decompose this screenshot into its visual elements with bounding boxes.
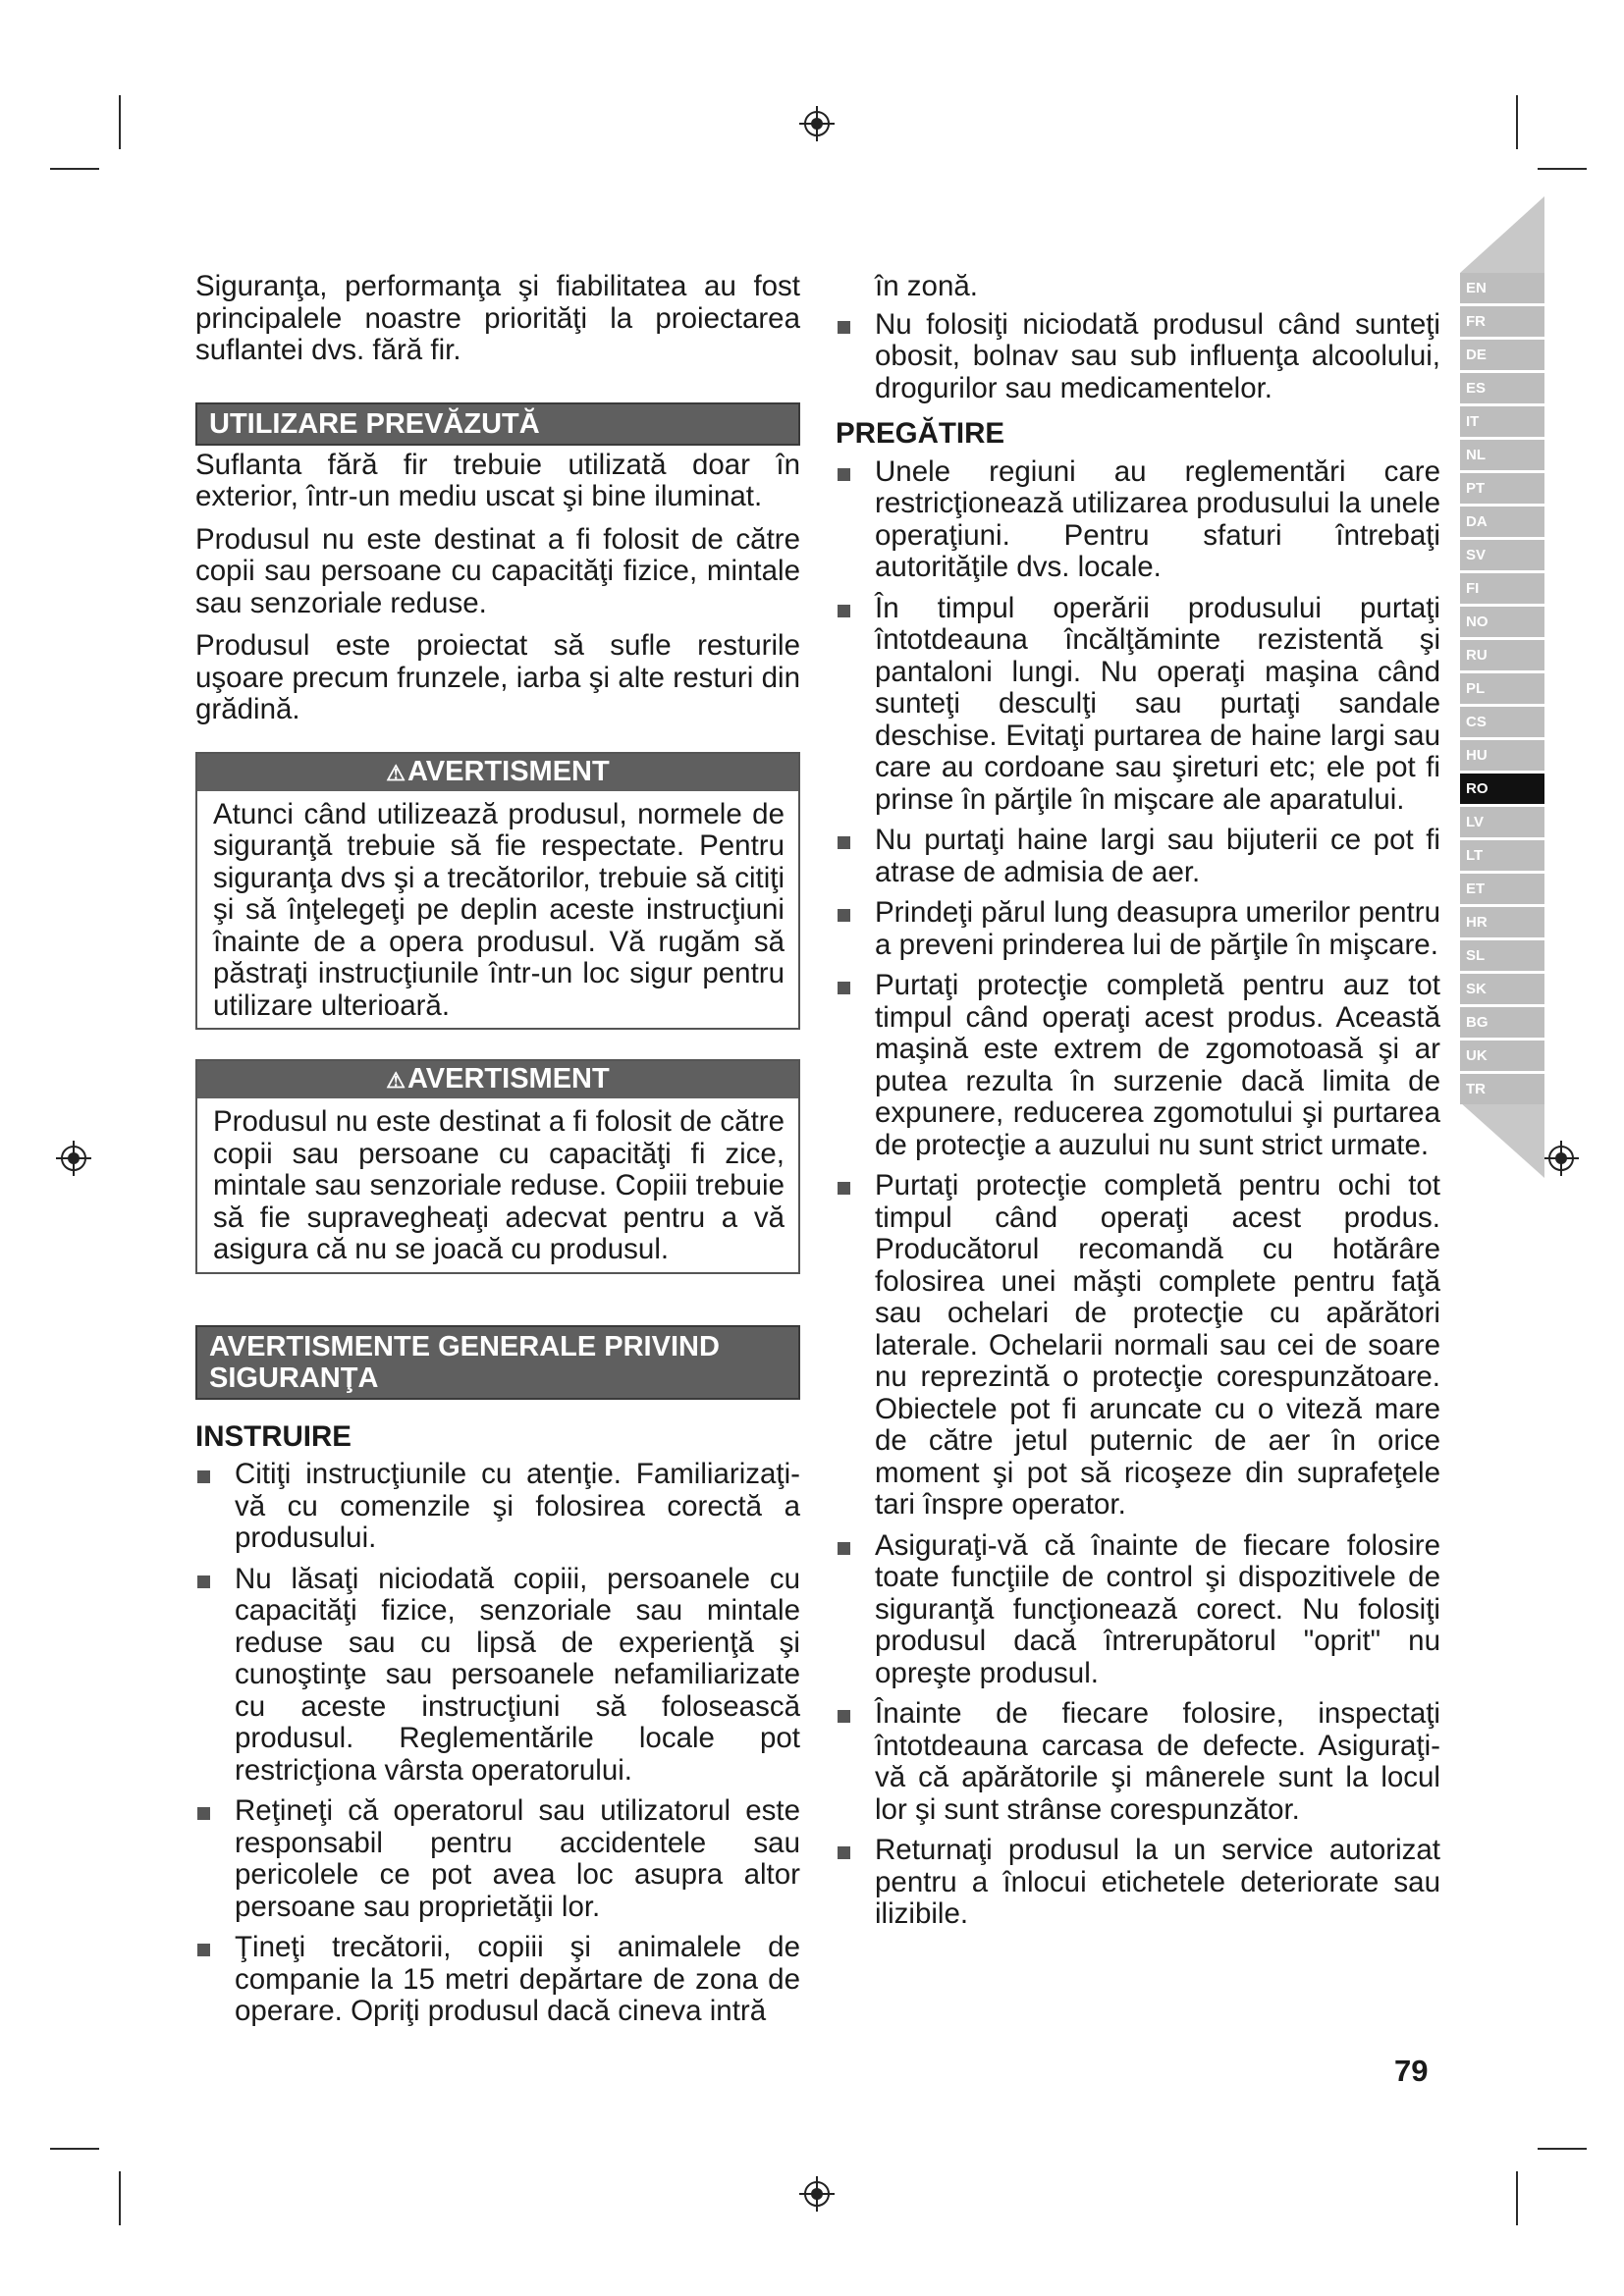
bullet-icon [838,836,850,849]
warning-box-2 [195,1059,800,1274]
page-number: 79 [1394,2054,1429,2088]
bullet-icon [838,1710,850,1723]
list-item: Înainte de fiecare folosire, inspectaţi întotdeauna carcasa de defecte. Asiguraţi-vă că apărătorile şi mânerele sunt la locul lor şi sunt strânse corespunzător. [836,1698,1440,1826]
intended-use-p1: Suflanta fără fir trebuie utilizată doar în exterior, într-un mediu uscat şi bine iluminat. [195,448,800,512]
language-tab-sk[interactable]: SK [1460,974,1544,1004]
warning-box-2-text: Produsul nu este destinat a fi folosit de către copii sau persoane cu capacităţi fi zice, mintale sau senzoriale reduse. Copiii trebuie să fie supravegheaţi adecvat pentru a vă asigura că nu se joacă cu produsul. [213,1105,785,1265]
list-item: Nu lăsaţi niciodată copiii, persoanele cu capacităţi fizice, senzoriale sau mintale reduse sau cu lipsă de experienţă şi cunoştinţe sau persoanele nefamiliarizate cu aceste instrucţiuni să folosească produsul. Reglementările locale pot restricţiona vârsta operatorului. [195,1564,800,1788]
registration-mark-right-icon [1542,1139,1581,1178]
crop-mark-br-horizontal [1538,2148,1587,2150]
language-tab-fi[interactable]: FI [1460,573,1544,604]
language-tab-et[interactable]: ET [1460,874,1544,904]
list-item: Asiguraţi-vă că înainte de fiecare folosire toate funcţiile de control şi dispozitivele de siguranţă funcţionează corect. Nu folosiţi produsul dacă întrerupătorul "oprit" nu opreşte produsul. [836,1530,1440,1690]
language-tab-de[interactable]: DE [1460,340,1544,370]
language-tab-pt[interactable]: PT [1460,473,1544,504]
general-warnings-header: AVERTISMENTE GENERALE PRIVIND SIGURANŢA [195,1325,800,1400]
list-item: În timpul operării produsului purtaţi întotdeauna încălţăminte rezistentă şi pantaloni lungi. Nu operaţi maşina când sunteţi desculţi sau purtaţi sandale deschise. Evitaţi purtarea de haine largi sau care au cordoane sau şireturi etc; ele pot fi prinse în părţile în mişcare ale aparatului. [836,593,1440,817]
crop-mark-tl-vertical [119,95,121,149]
language-tab-lv[interactable]: LV [1460,807,1544,837]
list-item: Nu folosiţi niciodată produsul când sunteţi obosit, bolnav sau sub influenţa alcoolului, drogurilor sau medicamentelor. [836,309,1440,405]
crop-mark-bl-horizontal [50,2148,99,2150]
language-tab-es[interactable]: ES [1460,373,1544,403]
bullet-icon [838,1542,850,1555]
warning-box-1-text: Atunci când utilizează produsul, normele de siguranţă trebuie să fie respectate. Pentru siguranţa dvs şi a trecătorilor, trebuie să citiţi şi să înţelegeţi pe deplin aceste instrucţiuni înainte de a opera produsul. Vă rugăm să păstraţi instrucţiunile într-un loc sigur pentru utilizare ulterioară. [213,797,785,1022]
intended-use-p2: Produsul nu este destinat a fi folosit de către copii sau persoane cu capacităţi fizice, mintale sau senzoriale reduse. [195,522,800,619]
warning-box-1-title: AVERTISMENT [407,755,610,787]
language-tab-sl[interactable]: SL [1460,940,1544,971]
registration-mark-bottom-icon [797,2174,837,2214]
preparation-subheading: PREGĂTIRE [836,417,1005,450]
registration-mark-left-icon [54,1139,93,1178]
language-tab-en[interactable]: EN [1460,273,1544,303]
language-tab-tr[interactable]: TR [1460,1074,1544,1104]
crop-mark-tr-vertical [1516,95,1518,149]
training-continuation: în zonă. [875,270,978,302]
bullet-icon [197,1807,210,1820]
crop-mark-bl-vertical [119,2171,121,2225]
language-tab-ru[interactable]: RU [1460,640,1544,670]
bullet-icon [838,321,850,334]
training-list [195,1459,800,2028]
language-tab-fr[interactable]: FR [1460,306,1544,337]
language-tab-sv[interactable]: SV [1460,540,1544,570]
language-tab-hr[interactable]: HR [1460,907,1544,937]
intended-use-header: UTILIZARE PREVĂZUTĂ [195,402,800,446]
list-item: Purtaţi protecţie completă pentru auz tot timpul când operaţi acest produs. Această maşină este extrem de zgomotoasă şi ar putea rezulta în surzenie dacă limita de expunere, reducerea zgomotului şi purtarea de protecţie a auzului nu sunt strict urmate. [836,970,1440,1161]
language-tab-cs[interactable]: CS [1460,707,1544,737]
language-tab-ro[interactable]: RO [1460,774,1544,804]
language-tab-lt[interactable]: LT [1460,840,1544,871]
language-tab-hu[interactable]: HU [1460,740,1544,771]
training-list-continued [836,309,1440,405]
language-tab-nl[interactable]: NL [1460,440,1544,470]
warning-box-2-header [197,1061,798,1098]
bullet-icon [838,1182,850,1195]
right-column [836,271,1440,1940]
language-tab-no[interactable]: NO [1460,607,1544,637]
warning-box-1 [195,752,800,1031]
list-item: Nu purtaţi haine largi sau bijuterii ce pot fi atrase de admisia de aer. [836,825,1440,888]
preparation-list [836,456,1440,1931]
bullet-icon [197,1470,210,1483]
crop-mark-tl-horizontal [50,168,99,170]
warning-triangle-icon: ⚠ [386,1068,406,1093]
bullet-icon [838,468,850,481]
list-item: Prindeţi părul lung deasupra umerilor pentru a preveni prinderea lui de părţile în mişcare. [836,897,1440,961]
language-tab-it[interactable]: IT [1460,406,1544,437]
language-tab-pl[interactable]: PL [1460,673,1544,704]
warning-box-2-title: AVERTISMENT [407,1063,610,1095]
bullet-icon [838,982,850,994]
warning-triangle-icon: ⚠ [386,760,406,785]
intended-use-p3: Produsul este proiectat să sufle resturile uşoare precum frunzele, iarba şi alte resturi din grădină. [195,629,800,725]
bullet-icon [838,1846,850,1859]
bullet-icon [197,1944,210,1956]
list-item: Reţineţi că operatorul sau utilizatorul este responsabil pentru accidentele sau pericolele ce pot avea loc asupra altor persoane sau proprietăţii lor. [195,1795,800,1923]
warning-box-1-header [197,754,798,791]
crop-mark-br-vertical [1516,2171,1518,2225]
language-tabs [1460,273,1544,1107]
crop-mark-tr-horizontal [1538,168,1587,170]
language-tab-da[interactable]: DA [1460,507,1544,537]
list-item: Unele regiuni au reglementări care restricţionează utilizarea produsului la unele operaţiuni. Pentru sfaturi întrebaţi autorităţile dvs. locale. [836,456,1440,584]
bullet-icon [197,1575,210,1588]
bullet-icon [838,605,850,617]
intro-paragraph: Siguranţa, performanţa şi fiabilitatea au fost principalele noastre priorităţi la proiectarea suflantei dvs. fără fir. [195,270,800,366]
training-subheading: INSTRUIRE [195,1419,352,1453]
registration-mark-top-icon [797,104,837,143]
list-item: Ţineţi trecătorii, copiii şi animalele de companie la 15 metri depărtare de zona de operare. Opriţi produsul dacă cineva intră [195,1932,800,2028]
left-column [195,271,800,2037]
language-tab-bg[interactable]: BG [1460,1007,1544,1038]
list-item: Purtaţi protecţie completă pentru ochi tot timpul când operaţi acest produs. Producătorul recomandă cu hotărâre folosirea unei măşti complete pentru faţă sau ochelari de protecţie cu apărători laterale. Ochelarii normali sau cei de soare nu reprezintă o protecţie corespunzătoare. Obiectele pot fi aruncate cu o viteză mare de către jetul puternic de aer în orice moment şi pot să ricoşeze din suprafeţele tari înspre operator. [836,1170,1440,1522]
list-item: Returnaţi produsul la un service autorizat pentru a înlocui etichetele deteriorate sau ilizibile. [836,1835,1440,1931]
bullet-icon [838,909,850,922]
list-item: Citiţi instrucţiunile cu atenţie. Familiarizaţi-vă cu comenzile şi folosirea corectă a produsului. [195,1459,800,1555]
language-tab-uk[interactable]: UK [1460,1041,1544,1071]
